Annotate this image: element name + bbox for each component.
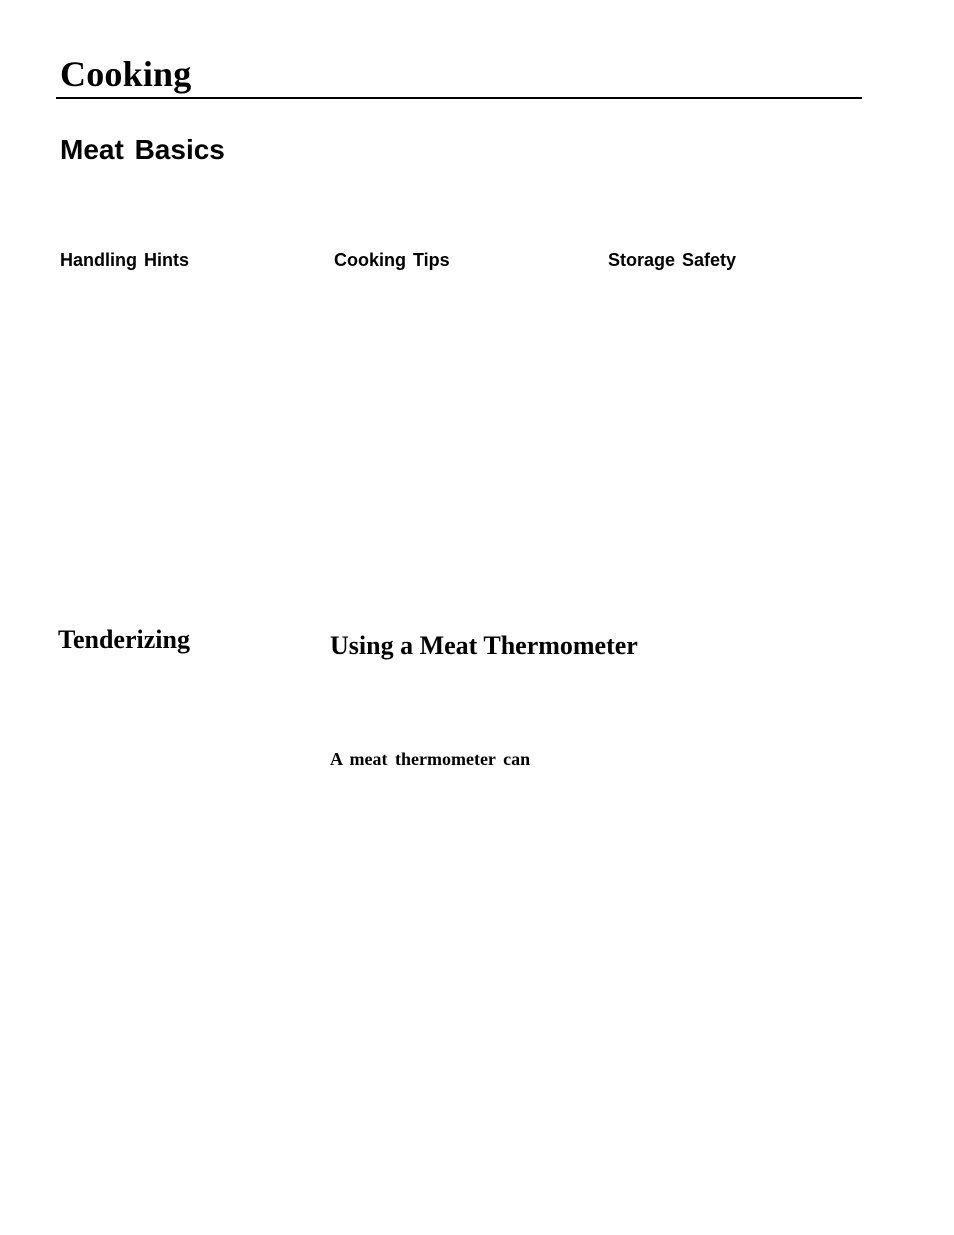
column-heading-cooking-tips: Cooking Tips xyxy=(334,250,450,270)
column-heading-storage-safety: Storage Safety xyxy=(608,250,737,270)
title-divider xyxy=(56,97,862,99)
section-heading-tenderizing: Tenderizing xyxy=(58,625,190,654)
column-heading-handling-hints: Handling Hints xyxy=(60,250,189,270)
section-heading-meat-basics: Meat Basics xyxy=(60,134,225,165)
section-heading-meat-thermometer: Using a Meat Thermometer xyxy=(330,631,638,660)
thermometer-intro-text: A meat thermometer can xyxy=(330,749,531,769)
page-title: Cooking xyxy=(60,54,192,94)
